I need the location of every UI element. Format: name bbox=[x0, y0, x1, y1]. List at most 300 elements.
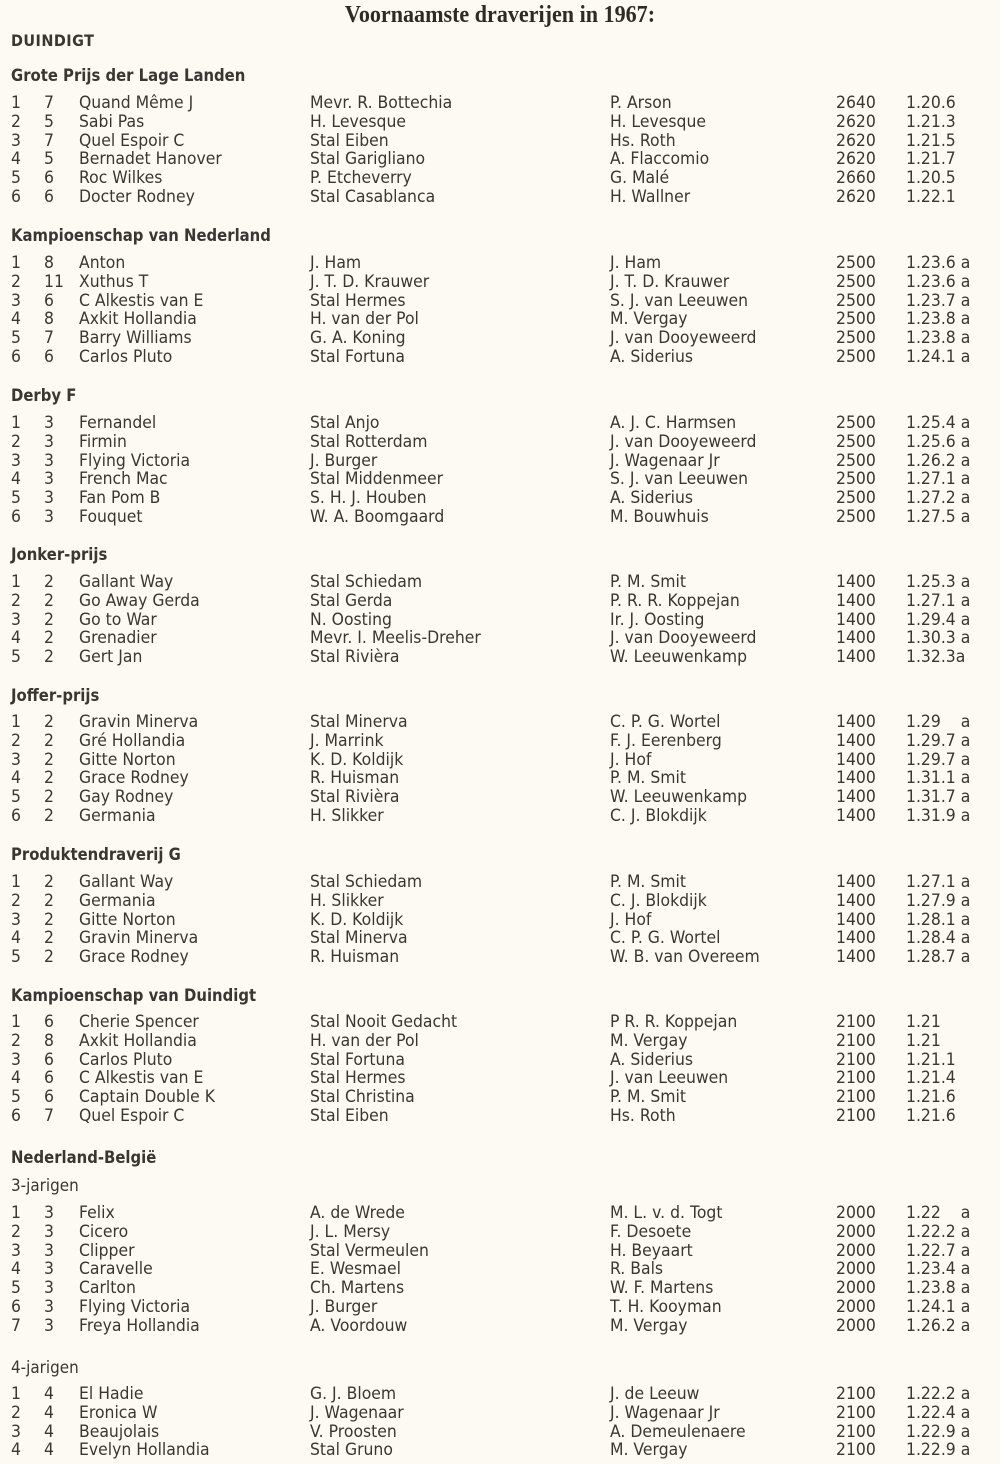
section-title: Nederland-België bbox=[11, 1148, 157, 1167]
cell-time: 1.31.7 a bbox=[906, 787, 971, 808]
result-row bbox=[0, 329, 1000, 348]
cell-dist: 2100 bbox=[836, 1384, 876, 1404]
cell-age: 3 bbox=[44, 1259, 54, 1280]
result-row bbox=[0, 94, 1000, 113]
cell-owner: A. de Wrede bbox=[310, 1203, 405, 1223]
cell-time: 1.21 bbox=[906, 1030, 941, 1051]
cell-age: 2 bbox=[44, 609, 54, 630]
cell-age: 8 bbox=[44, 309, 54, 330]
cell-owner: Stal Hermes bbox=[310, 290, 406, 311]
cell-pos: 4 bbox=[11, 1068, 21, 1089]
cell-horse: Go to War bbox=[79, 609, 157, 630]
cell-dist: 2500 bbox=[836, 507, 876, 527]
cell-dist: 1400 bbox=[836, 712, 876, 732]
cell-pos: 5 bbox=[11, 488, 21, 509]
result-row bbox=[0, 1298, 1000, 1317]
cell-driver: J. Wagenaar Jr bbox=[610, 1402, 720, 1423]
cell-horse: Carlton bbox=[79, 1278, 136, 1299]
cell-driver: T. H. Kooyman bbox=[610, 1297, 722, 1317]
cell-driver: P. M. Smit bbox=[610, 1087, 687, 1108]
cell-time: 1.22.2 a bbox=[906, 1221, 971, 1242]
cell-pos: 3 bbox=[11, 130, 21, 151]
cell-dist: 2100 bbox=[836, 1012, 876, 1032]
cell-age: 3 bbox=[44, 488, 54, 509]
cell-age: 7 bbox=[44, 328, 54, 349]
cell-age: 2 bbox=[44, 928, 54, 949]
cell-age: 5 bbox=[44, 149, 54, 170]
cell-horse: French Mac bbox=[79, 469, 168, 490]
cell-horse: Germania bbox=[79, 806, 156, 826]
cell-age: 6 bbox=[44, 168, 54, 189]
cell-dist: 2500 bbox=[836, 253, 876, 273]
cell-owner: K. D. Koldijk bbox=[310, 749, 404, 770]
cell-driver: C. P. G. Wortel bbox=[610, 712, 721, 732]
cell-owner: J. Marrink bbox=[310, 730, 384, 751]
cell-dist: 1400 bbox=[836, 872, 876, 892]
cell-owner: G. J. Bloem bbox=[310, 1384, 397, 1404]
cell-age: 2 bbox=[44, 947, 54, 968]
cell-dist: 2500 bbox=[836, 413, 876, 433]
cell-dist: 2000 bbox=[836, 1297, 876, 1317]
section-title: Grote Prijs der Lage Landen bbox=[11, 66, 246, 85]
section-title: Produktendraverij G bbox=[11, 845, 181, 864]
cell-dist: 2500 bbox=[836, 328, 876, 349]
cell-driver: P. R. R. Koppejan bbox=[610, 590, 740, 611]
cell-pos: 2 bbox=[11, 1402, 21, 1423]
cell-owner: R. Huisman bbox=[310, 768, 400, 789]
cell-pos: 3 bbox=[11, 1421, 21, 1442]
result-row bbox=[0, 911, 1000, 930]
cell-dist: 2620 bbox=[836, 149, 876, 170]
cell-age: 2 bbox=[44, 890, 54, 911]
cell-dist: 2100 bbox=[836, 1106, 876, 1126]
cell-time: 1.23.8 a bbox=[906, 309, 971, 330]
cell-dist: 1400 bbox=[836, 572, 876, 592]
cell-horse: Grenadier bbox=[79, 628, 157, 649]
cell-age: 3 bbox=[44, 1203, 54, 1223]
cell-pos: 4 bbox=[11, 149, 21, 170]
cell-dist: 2620 bbox=[836, 130, 876, 151]
cell-pos: 7 bbox=[11, 1315, 21, 1336]
cell-age: 4 bbox=[44, 1384, 54, 1404]
cell-age: 3 bbox=[44, 1297, 54, 1317]
cell-age: 2 bbox=[44, 872, 54, 892]
venue-heading: DUINDIGT bbox=[11, 31, 95, 50]
cell-dist: 1400 bbox=[836, 647, 876, 668]
cell-dist: 2620 bbox=[836, 111, 876, 132]
result-row bbox=[0, 713, 1000, 732]
cell-time: 1.25.6 a bbox=[906, 431, 971, 452]
result-row bbox=[0, 414, 1000, 433]
section-title: Kampioenschap van Duindigt bbox=[11, 986, 257, 1005]
cell-horse: Flying Victoria bbox=[79, 1297, 191, 1317]
cell-pos: 3 bbox=[11, 609, 21, 630]
section-title: Joffer-prijs bbox=[11, 686, 100, 705]
cell-time: 1.27.1 a bbox=[906, 590, 971, 611]
cell-driver: J. van Dooyeweerd bbox=[610, 628, 757, 649]
page-title: Voornaamste draverijen in 1967: bbox=[344, 2, 656, 28]
cell-horse: C Alkestis van E bbox=[79, 290, 204, 311]
cell-time: 1.28.7 a bbox=[906, 947, 971, 968]
cell-driver: M. L. v. d. Togt bbox=[610, 1203, 723, 1223]
cell-age: 11 bbox=[44, 271, 64, 292]
cell-horse: Gitte Norton bbox=[79, 909, 176, 930]
cell-pos: 2 bbox=[11, 730, 21, 751]
cell-pos: 6 bbox=[11, 507, 21, 527]
cell-horse: Gay Rodney bbox=[79, 787, 174, 808]
cell-time: 1.21 bbox=[906, 1012, 941, 1032]
cell-pos: 2 bbox=[11, 271, 21, 292]
cell-time: 1.27.9 a bbox=[906, 890, 971, 911]
cell-age: 6 bbox=[44, 1087, 54, 1108]
cell-time: 1.27.1 a bbox=[906, 872, 971, 892]
cell-driver: P. Arson bbox=[610, 93, 672, 113]
cell-driver: A. J. C. Harmsen bbox=[610, 413, 737, 433]
cell-dist: 2500 bbox=[836, 431, 876, 452]
section-title: Derby F bbox=[11, 386, 77, 405]
cell-horse: Eronica W bbox=[79, 1402, 158, 1423]
cell-driver: S. J. van Leeuwen bbox=[610, 469, 749, 490]
cell-dist: 2000 bbox=[836, 1203, 876, 1223]
cell-owner: Stal Middenmeer bbox=[310, 469, 444, 490]
cell-horse: Roc Wilkes bbox=[79, 168, 163, 189]
result-row bbox=[0, 1223, 1000, 1242]
result-row bbox=[0, 254, 1000, 273]
cell-time: 1.27.1 a bbox=[906, 469, 971, 490]
cell-horse: Beaujolais bbox=[79, 1421, 160, 1442]
cell-age: 6 bbox=[44, 290, 54, 311]
cell-time: 1.20.6 bbox=[906, 93, 956, 113]
cell-horse: Carlos Pluto bbox=[79, 1049, 173, 1070]
cell-time: 1.21.6 bbox=[906, 1106, 956, 1126]
cell-pos: 6 bbox=[11, 1106, 21, 1126]
cell-time: 1.28.4 a bbox=[906, 928, 971, 949]
result-row bbox=[0, 892, 1000, 911]
result-row bbox=[0, 1032, 1000, 1051]
cell-owner: Stal Rivièra bbox=[310, 787, 400, 808]
cell-age: 6 bbox=[44, 187, 54, 207]
result-row bbox=[0, 629, 1000, 648]
result-row bbox=[0, 1051, 1000, 1070]
cell-driver: A. Siderius bbox=[610, 1049, 694, 1070]
cell-driver: F. Desoete bbox=[610, 1221, 692, 1242]
cell-pos: 6 bbox=[11, 806, 21, 826]
result-row bbox=[0, 1204, 1000, 1223]
result-row bbox=[0, 873, 1000, 892]
cell-owner: Stal Schiedam bbox=[310, 872, 423, 892]
cell-dist: 1400 bbox=[836, 628, 876, 649]
cell-owner: P. Etcheverry bbox=[310, 168, 412, 189]
cell-driver: C. J. Blokdijk bbox=[610, 890, 707, 911]
result-row bbox=[0, 1423, 1000, 1442]
result-row bbox=[0, 470, 1000, 489]
cell-pos: 5 bbox=[11, 1278, 21, 1299]
result-row bbox=[0, 452, 1000, 471]
cell-pos: 2 bbox=[11, 111, 21, 132]
cell-dist: 2660 bbox=[836, 168, 876, 189]
result-row bbox=[0, 508, 1000, 527]
cell-age: 2 bbox=[44, 909, 54, 930]
cell-horse: Fernandel bbox=[79, 413, 157, 433]
cell-owner: G. A. Koning bbox=[310, 328, 406, 349]
cell-age: 3 bbox=[44, 469, 54, 490]
cell-pos: 6 bbox=[11, 1297, 21, 1317]
cell-driver: G. Malé bbox=[610, 168, 670, 189]
cell-horse: Grace Rodney bbox=[79, 947, 189, 968]
cell-time: 1.24.1 a bbox=[906, 347, 971, 367]
cell-pos: 1 bbox=[11, 93, 21, 113]
cell-pos: 1 bbox=[11, 1012, 21, 1032]
cell-owner: J. L. Mersy bbox=[310, 1221, 391, 1242]
cell-dist: 2100 bbox=[836, 1068, 876, 1089]
cell-owner: Stal Schiedam bbox=[310, 572, 423, 592]
cell-pos: 3 bbox=[11, 1049, 21, 1070]
result-row bbox=[0, 433, 1000, 452]
cell-horse: Gert Jan bbox=[79, 647, 143, 668]
cell-driver: H. Wallner bbox=[610, 187, 691, 207]
cell-pos: 1 bbox=[11, 1384, 21, 1404]
cell-time: 1.22.1 bbox=[906, 187, 956, 207]
result-row bbox=[0, 592, 1000, 611]
cell-time: 1.22.2 a bbox=[906, 1384, 971, 1404]
cell-time: 1.23.4 a bbox=[906, 1259, 971, 1280]
cell-pos: 3 bbox=[11, 450, 21, 471]
cell-horse: Bernadet Hanover bbox=[79, 149, 222, 170]
cell-age: 7 bbox=[44, 130, 54, 151]
cell-pos: 5 bbox=[11, 328, 21, 349]
cell-time: 1.24.1 a bbox=[906, 1297, 971, 1317]
cell-time: 1.21.4 bbox=[906, 1068, 956, 1089]
cell-owner: Stal Vermeulen bbox=[310, 1240, 429, 1261]
cell-driver: J. Ham bbox=[610, 253, 662, 273]
cell-time: 1.31.1 a bbox=[906, 768, 971, 789]
cell-pos: 5 bbox=[11, 647, 21, 668]
cell-horse: C Alkestis van E bbox=[79, 1068, 204, 1089]
cell-owner: Stal Garigliano bbox=[310, 149, 426, 170]
result-row bbox=[0, 113, 1000, 132]
cell-driver: A. Siderius bbox=[610, 347, 694, 367]
result-row bbox=[0, 1385, 1000, 1404]
cell-pos: 5 bbox=[11, 947, 21, 968]
cell-driver: W. Leeuwenkamp bbox=[610, 787, 748, 808]
cell-driver: P. M. Smit bbox=[610, 572, 687, 592]
cell-owner: Stal Fortuna bbox=[310, 1049, 405, 1070]
result-row bbox=[0, 769, 1000, 788]
cell-dist: 2100 bbox=[836, 1049, 876, 1070]
cell-dist: 2000 bbox=[836, 1315, 876, 1336]
cell-dist: 1400 bbox=[836, 590, 876, 611]
result-row bbox=[0, 188, 1000, 207]
result-row bbox=[0, 1404, 1000, 1423]
cell-driver: M. Bouwhuis bbox=[610, 507, 709, 527]
result-row bbox=[0, 1242, 1000, 1261]
cell-owner: A. Voordouw bbox=[310, 1315, 408, 1336]
cell-driver: A. Demeulenaere bbox=[610, 1421, 746, 1442]
cell-horse: Barry Williams bbox=[79, 328, 192, 349]
cell-time: 1.21.1 bbox=[906, 1049, 956, 1070]
cell-driver: W. F. Martens bbox=[610, 1278, 714, 1299]
cell-owner: J. T. D. Krauwer bbox=[310, 271, 430, 292]
cell-time: 1.26.2 a bbox=[906, 450, 971, 471]
cell-owner: Stal Fortuna bbox=[310, 347, 405, 367]
cell-horse: Fouquet bbox=[79, 507, 143, 527]
cell-pos: 6 bbox=[11, 347, 21, 367]
cell-dist: 2100 bbox=[836, 1030, 876, 1051]
cell-pos: 4 bbox=[11, 768, 21, 789]
cell-horse: Axkit Hollandia bbox=[79, 309, 197, 330]
cell-driver: W. Leeuwenkamp bbox=[610, 647, 748, 668]
cell-dist: 2620 bbox=[836, 187, 876, 207]
cell-horse: Grace Rodney bbox=[79, 768, 189, 789]
cell-owner: H. Slikker bbox=[310, 890, 384, 911]
cell-time: 1.22.9 a bbox=[906, 1421, 971, 1442]
cell-driver: Ir. J. Oosting bbox=[610, 609, 705, 630]
result-row bbox=[0, 807, 1000, 826]
cell-owner: Stal Rotterdam bbox=[310, 431, 428, 452]
cell-horse: Anton bbox=[79, 253, 126, 273]
cell-pos: 2 bbox=[11, 1221, 21, 1242]
cell-age: 2 bbox=[44, 647, 54, 668]
cell-horse: Clipper bbox=[79, 1240, 135, 1261]
cell-time: 1.27.5 a bbox=[906, 507, 971, 527]
cell-dist: 2500 bbox=[836, 347, 876, 367]
cell-owner: Stal Casablanca bbox=[310, 187, 436, 207]
cell-owner: Stal Gruno bbox=[310, 1440, 393, 1461]
cell-owner: Stal Nooit Gedacht bbox=[310, 1012, 458, 1032]
cell-time: 1.25.3 a bbox=[906, 572, 971, 592]
cell-age: 6 bbox=[44, 1068, 54, 1089]
section-subtitle: 4-jarigen bbox=[11, 1358, 79, 1377]
cell-horse: Gallant Way bbox=[79, 872, 174, 892]
cell-driver: J. de Leeuw bbox=[610, 1384, 700, 1404]
result-row bbox=[0, 732, 1000, 751]
cell-horse: Firmin bbox=[79, 431, 127, 452]
cell-time: 1.21.7 bbox=[906, 149, 956, 170]
result-row bbox=[0, 1279, 1000, 1298]
cell-horse: Cherie Spencer bbox=[79, 1012, 199, 1032]
cell-driver: S. J. van Leeuwen bbox=[610, 290, 749, 311]
cell-horse: Flying Victoria bbox=[79, 450, 191, 471]
cell-horse: Docter Rodney bbox=[79, 187, 195, 207]
cell-dist: 2100 bbox=[836, 1087, 876, 1108]
cell-time: 1.20.5 bbox=[906, 168, 956, 189]
result-row bbox=[0, 1107, 1000, 1126]
cell-owner: Stal Hermes bbox=[310, 1068, 406, 1089]
cell-pos: 1 bbox=[11, 253, 21, 273]
cell-pos: 4 bbox=[11, 1259, 21, 1280]
cell-horse: Quel Espoir C bbox=[79, 1106, 185, 1126]
cell-driver: J. Wagenaar Jr bbox=[610, 450, 720, 471]
cell-dist: 1400 bbox=[836, 730, 876, 751]
cell-owner: Stal Gerda bbox=[310, 590, 393, 611]
cell-time: 1.27.2 a bbox=[906, 488, 971, 509]
cell-pos: 4 bbox=[11, 1440, 21, 1461]
cell-age: 3 bbox=[44, 413, 54, 433]
cell-horse: Axkit Hollandia bbox=[79, 1030, 197, 1051]
cell-horse: Sabi Pas bbox=[79, 111, 145, 132]
cell-age: 3 bbox=[44, 1240, 54, 1261]
cell-age: 7 bbox=[44, 1106, 54, 1126]
cell-dist: 2100 bbox=[836, 1421, 876, 1442]
cell-age: 2 bbox=[44, 572, 54, 592]
cell-owner: H. van der Pol bbox=[310, 309, 419, 330]
cell-pos: 4 bbox=[11, 628, 21, 649]
cell-dist: 1400 bbox=[836, 806, 876, 826]
cell-time: 1.21.5 bbox=[906, 130, 956, 151]
cell-driver: H. Beyaart bbox=[610, 1240, 693, 1261]
cell-pos: 4 bbox=[11, 309, 21, 330]
cell-horse: Cicero bbox=[79, 1221, 129, 1242]
result-row bbox=[0, 1069, 1000, 1088]
cell-dist: 2500 bbox=[836, 488, 876, 509]
result-row bbox=[0, 611, 1000, 630]
cell-owner: Stal Christina bbox=[310, 1087, 415, 1108]
cell-horse: Quel Espoir C bbox=[79, 130, 185, 151]
section-title: Jonker-prijs bbox=[11, 545, 108, 564]
cell-time: 1.31.9 a bbox=[906, 806, 971, 826]
cell-dist: 2000 bbox=[836, 1259, 876, 1280]
cell-owner: H. van der Pol bbox=[310, 1030, 419, 1051]
section-subtitle: 3-jarigen bbox=[11, 1176, 79, 1195]
cell-owner: V. Proosten bbox=[310, 1421, 397, 1442]
cell-age: 2 bbox=[44, 806, 54, 826]
cell-time: 1.21.3 bbox=[906, 111, 956, 132]
cell-owner: J. Burger bbox=[310, 450, 378, 471]
cell-driver: C. J. Blokdijk bbox=[610, 806, 707, 826]
cell-horse: Germania bbox=[79, 890, 156, 911]
result-row bbox=[0, 132, 1000, 151]
cell-time: 1.22 a bbox=[906, 1203, 971, 1223]
cell-horse: Felix bbox=[79, 1203, 115, 1223]
cell-time: 1.23.6 a bbox=[906, 271, 971, 292]
cell-dist: 1400 bbox=[836, 947, 876, 968]
cell-owner: Mevr. R. Bottechia bbox=[310, 93, 453, 113]
cell-time: 1.32.3a bbox=[906, 647, 966, 668]
cell-dist: 1400 bbox=[836, 768, 876, 789]
cell-driver: Hs. Roth bbox=[610, 130, 676, 151]
cell-driver: J. T. D. Krauwer bbox=[610, 271, 730, 292]
cell-driver: R. Bals bbox=[610, 1259, 664, 1280]
result-row bbox=[0, 348, 1000, 367]
cell-owner: Ch. Martens bbox=[310, 1278, 405, 1299]
result-row bbox=[0, 648, 1000, 667]
cell-driver: P. M. Smit bbox=[610, 872, 687, 892]
cell-time: 1.25.4 a bbox=[906, 413, 971, 433]
cell-horse: Carlos Pluto bbox=[79, 347, 173, 367]
cell-driver: F. J. Eerenberg bbox=[610, 730, 722, 751]
cell-horse: Gravin Minerva bbox=[79, 928, 199, 949]
cell-horse: Evelyn Hollandia bbox=[79, 1440, 210, 1461]
cell-driver: M. Vergay bbox=[610, 1315, 688, 1336]
cell-pos: 1 bbox=[11, 872, 21, 892]
cell-owner: S. H. J. Houben bbox=[310, 488, 427, 509]
cell-time: 1.23.8 a bbox=[906, 328, 971, 349]
cell-dist: 2500 bbox=[836, 469, 876, 490]
cell-owner: H. Levesque bbox=[310, 111, 406, 132]
cell-owner: K. D. Koldijk bbox=[310, 909, 404, 930]
cell-dist: 2500 bbox=[836, 290, 876, 311]
cell-age: 2 bbox=[44, 628, 54, 649]
cell-time: 1.23.8 a bbox=[906, 1278, 971, 1299]
cell-owner: N. Oosting bbox=[310, 609, 392, 630]
cell-age: 3 bbox=[44, 507, 54, 527]
cell-time: 1.23.6 a bbox=[906, 253, 971, 273]
cell-dist: 1400 bbox=[836, 909, 876, 930]
result-row bbox=[0, 751, 1000, 770]
result-row bbox=[0, 150, 1000, 169]
cell-age: 5 bbox=[44, 111, 54, 132]
cell-driver: M. Vergay bbox=[610, 309, 688, 330]
